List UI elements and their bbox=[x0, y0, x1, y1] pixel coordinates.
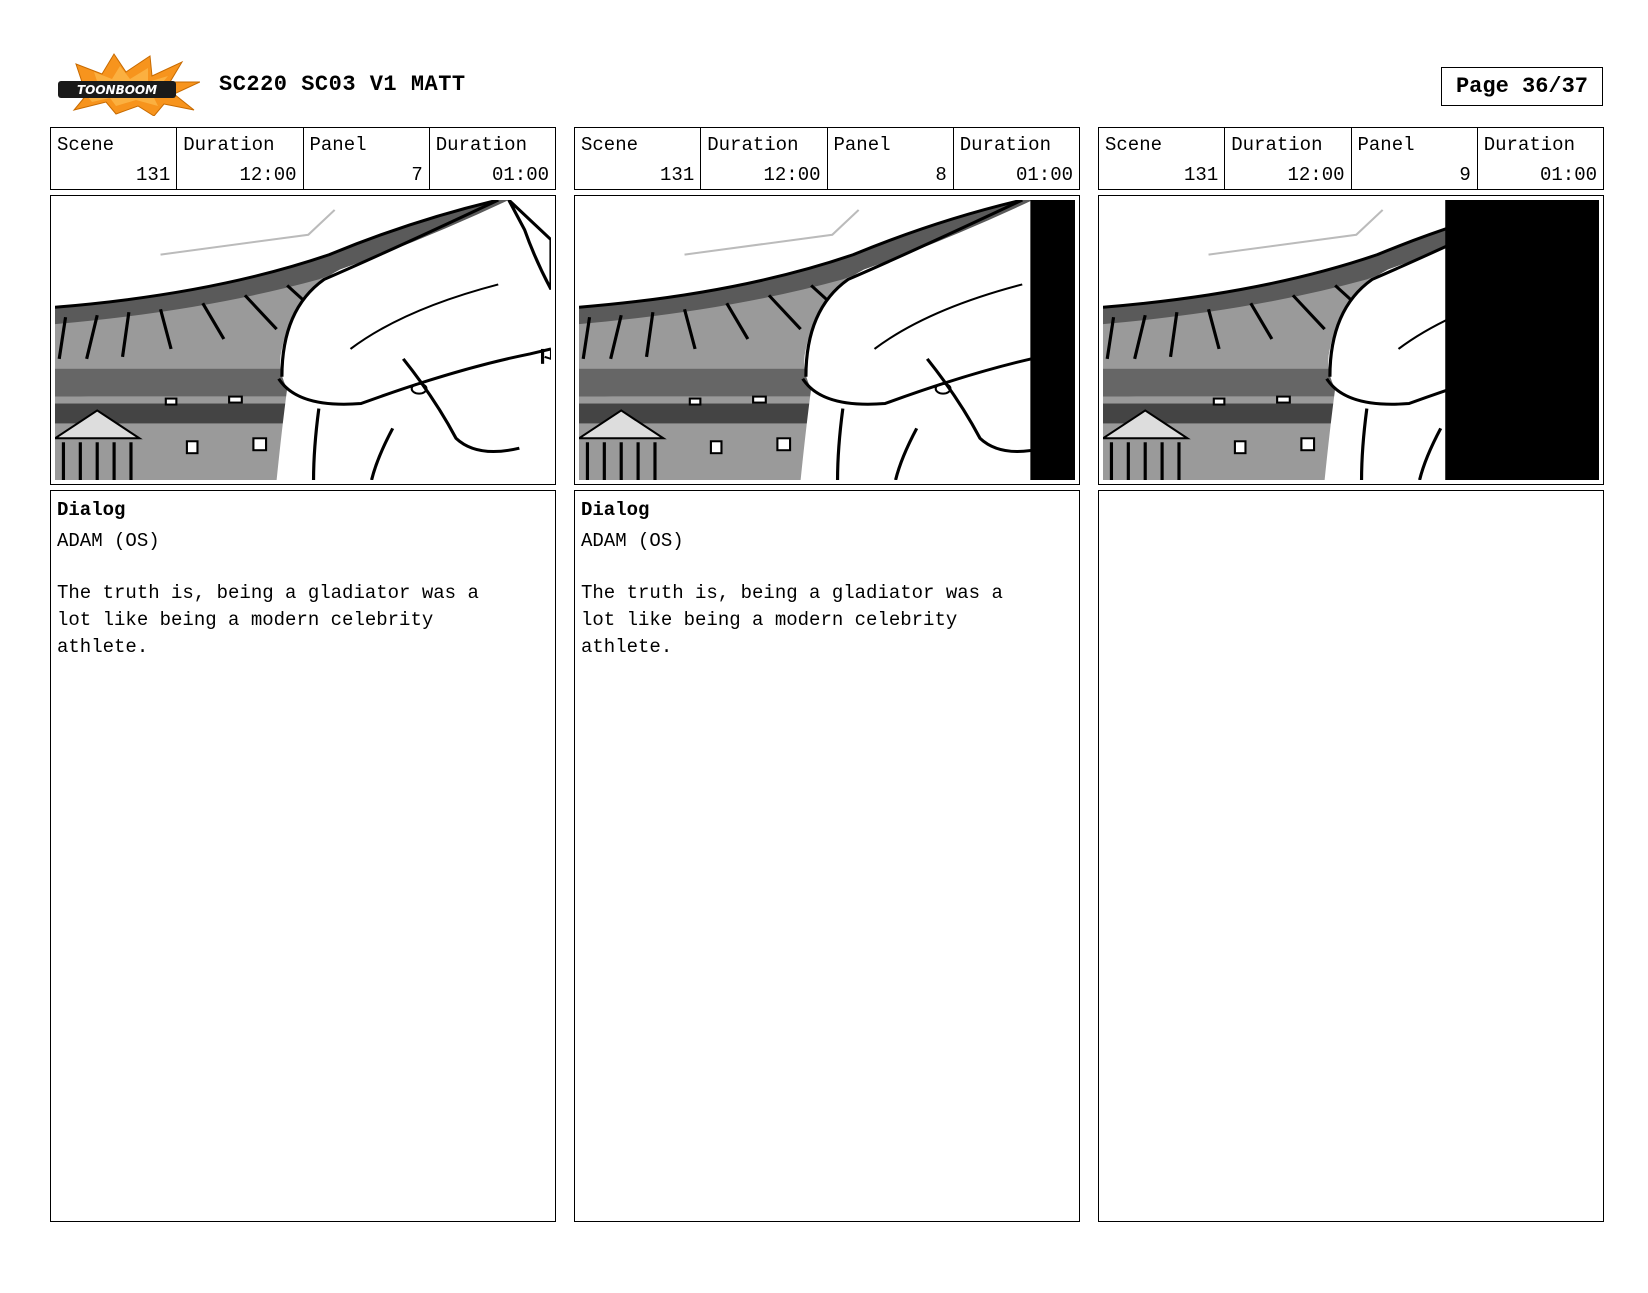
scene-duration-cell bbox=[1225, 128, 1351, 189]
panel-info-bar bbox=[574, 127, 1080, 190]
duration-label: Duration bbox=[1231, 134, 1323, 156]
page-number: Page 36/37 bbox=[1441, 67, 1603, 106]
duration-label: Duration bbox=[1483, 134, 1575, 156]
duration-label: Duration bbox=[435, 134, 527, 156]
panel-cell bbox=[828, 128, 954, 189]
panel-cell bbox=[304, 128, 430, 189]
black-wipe bbox=[1030, 200, 1075, 480]
panel-info-bar bbox=[50, 127, 556, 190]
dialog-box-empty bbox=[1098, 490, 1604, 1222]
storyboard-frame bbox=[50, 195, 556, 485]
black-wipe bbox=[1445, 200, 1599, 480]
dialog-box bbox=[50, 490, 556, 1222]
duration-label: Duration bbox=[959, 134, 1051, 156]
panel-duration-cell bbox=[430, 128, 555, 189]
panel-column-1 bbox=[50, 127, 556, 1222]
panel-label: Panel bbox=[1357, 134, 1415, 156]
logo-text: TOONBOOM bbox=[76, 83, 158, 97]
panel-duration-cell bbox=[954, 128, 1079, 189]
dialog-text: The truth is, being a gladiator was a lot like being a modern celebrity athlete. bbox=[581, 582, 1003, 658]
scene-cell bbox=[1099, 128, 1225, 189]
panel-cell bbox=[1352, 128, 1478, 189]
panel-column-2 bbox=[574, 127, 1080, 1222]
scene-label: Scene bbox=[57, 134, 115, 156]
scene-duration-value: 12:00 bbox=[763, 164, 821, 186]
dialog-box bbox=[574, 490, 1080, 1222]
scene-duration-cell bbox=[701, 128, 827, 189]
storyboard-frame bbox=[1098, 195, 1604, 485]
storyboard-drawing bbox=[579, 200, 1075, 480]
dialog-heading: Dialog bbox=[581, 499, 650, 521]
storyboard-frame bbox=[574, 195, 1080, 485]
scene-cell bbox=[575, 128, 701, 189]
panel-info-bar bbox=[1098, 127, 1604, 190]
panel-number: 7 bbox=[411, 164, 423, 186]
panel-duration-value: 01:00 bbox=[491, 164, 549, 186]
dialog-speaker: ADAM (OS) bbox=[581, 530, 684, 552]
panel-duration-value: 01:00 bbox=[1539, 164, 1597, 186]
dialog-speaker: ADAM (OS) bbox=[57, 530, 160, 552]
scene-cell bbox=[51, 128, 177, 189]
storyboard-drawing bbox=[55, 200, 551, 480]
toonboom-logo bbox=[54, 52, 200, 116]
scene-number: 131 bbox=[660, 164, 695, 186]
panel-number: 8 bbox=[935, 164, 947, 186]
panel-label: Panel bbox=[833, 134, 891, 156]
scene-duration-value: 12:00 bbox=[1287, 164, 1345, 186]
scene-duration-cell bbox=[177, 128, 303, 189]
scene-label: Scene bbox=[1105, 134, 1163, 156]
duration-label: Duration bbox=[707, 134, 799, 156]
panel-duration-cell bbox=[1478, 128, 1603, 189]
scene-label: Scene bbox=[581, 134, 639, 156]
storyboard-drawing bbox=[1103, 200, 1599, 480]
document-title: SC220 SC03 V1 MATT bbox=[219, 72, 466, 97]
dialog-text: The truth is, being a gladiator was a lot like being a modern celebrity athlete. bbox=[57, 582, 479, 658]
panel-number: 9 bbox=[1459, 164, 1471, 186]
duration-label: Duration bbox=[183, 134, 275, 156]
panel-column-3 bbox=[1098, 127, 1604, 1222]
scene-number: 131 bbox=[1184, 164, 1219, 186]
scene-number: 131 bbox=[136, 164, 171, 186]
panel-label: Panel bbox=[309, 134, 367, 156]
scene-duration-value: 12:00 bbox=[239, 164, 297, 186]
dialog-heading: Dialog bbox=[57, 499, 126, 521]
panel-duration-value: 01:00 bbox=[1015, 164, 1073, 186]
